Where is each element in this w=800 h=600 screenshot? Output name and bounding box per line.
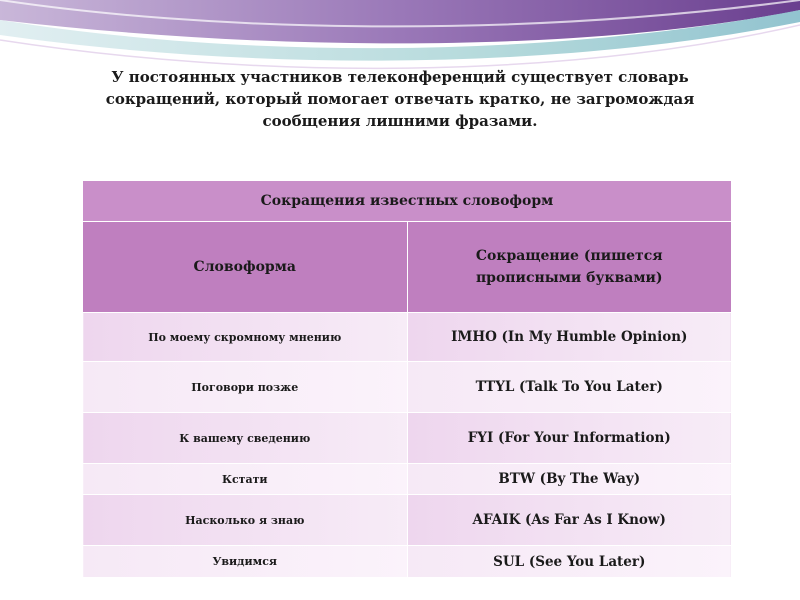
- table-row: [83, 546, 732, 578]
- table-title: Сокращения известных словоформ: [83, 181, 732, 222]
- table-row: [83, 464, 732, 495]
- table-title-row: [83, 181, 732, 222]
- abbr-cell: SUL (See You Later): [407, 546, 732, 578]
- intro-paragraph: [80, 66, 720, 132]
- table-row: [83, 495, 732, 546]
- table-row: [83, 313, 732, 362]
- abbr-cell: BTW (By The Way): [407, 464, 732, 495]
- intro-line-3: сообщения лишними фразами.: [262, 112, 538, 130]
- column-header-word: Словоформа: [83, 222, 408, 313]
- abbr-cell: AFAIK (As Far As I Know): [407, 495, 732, 546]
- column-header-abbr-line-1: Сокращение (пишется: [475, 248, 663, 264]
- word-cell: По моему скромному мнению: [83, 313, 408, 362]
- column-header-abbr-line-2: прописными буквами): [475, 270, 663, 286]
- table-header-row: [83, 222, 732, 313]
- word-cell: К вашему сведению: [83, 413, 408, 464]
- intro-line-1: У постоянных участников телеконференций существует словарь: [111, 68, 689, 86]
- abbr-cell: IMHO (In My Humble Opinion): [407, 313, 732, 362]
- column-header-abbr: [407, 222, 732, 313]
- table-row: [83, 413, 732, 464]
- word-cell: Насколько я знаю: [83, 495, 408, 546]
- intro-line-2: сокращений, который помогает отвечать кратко, не загромождая: [105, 90, 695, 108]
- abbr-cell: TTYL (Talk To You Later): [407, 362, 732, 413]
- table-row: [83, 362, 732, 413]
- abbreviations-table: [82, 180, 732, 578]
- word-cell: Поговори позже: [83, 362, 408, 413]
- abbr-cell: FYI (For Your Information): [407, 413, 732, 464]
- word-cell: Кстати: [83, 464, 408, 495]
- word-cell: Увидимся: [83, 546, 408, 578]
